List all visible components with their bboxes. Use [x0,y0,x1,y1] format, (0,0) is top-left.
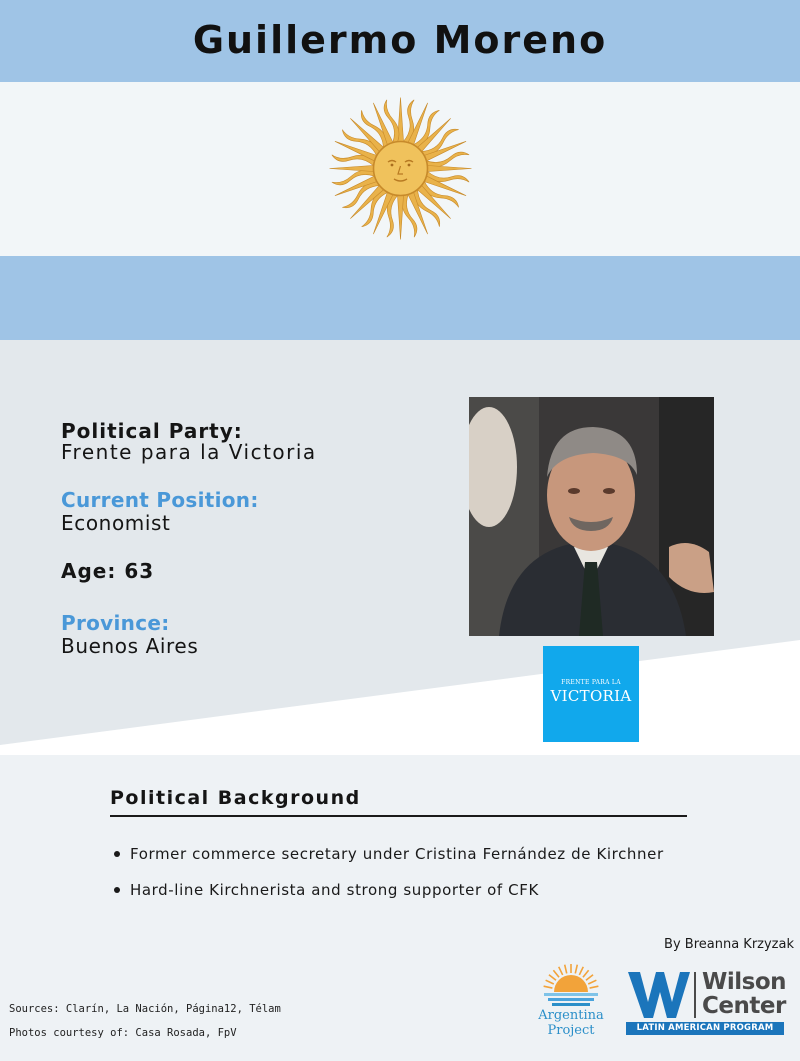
wilson-w-icon [626,970,692,1020]
background-divider [110,815,687,817]
background-item [111,881,751,899]
argentina-project-line1: Argentina [538,1008,604,1023]
author-byline: By Breanna Krzyzak [664,937,794,952]
wilson-program-bar: LATIN AMERICAN PROGRAM [626,1022,784,1035]
background-list [111,845,751,917]
position-label: Current Position: [61,488,259,512]
province-label: Province: [61,611,170,635]
page-title: Guillermo Moreno [192,18,608,62]
wilson-center-logo [626,969,787,1036]
party-label: Political Party: [61,419,243,443]
flag-band-bottom [0,256,800,340]
wilson-line1: Wilson [702,969,787,995]
background-heading: Political Background [110,787,361,809]
argentina-project-logo [532,962,610,1044]
position-value: Economist [61,511,171,535]
sources-text: Sources: Clarín, La Nación, Página12, Télam [9,1003,281,1015]
party-value: Frente para la Victoria [61,440,317,464]
background-item-text: Hard-line Kirchnerista and strong supporter of CFK [130,881,539,899]
portrait-photo [469,397,714,636]
background-item-text: Former commerce secretary under Cristina Fernández de Kirchner [130,845,664,863]
photo-credits-text: Photos courtesy of: Casa Rosada, FpV [9,1027,237,1039]
argentina-project-line2: Project [547,1023,595,1038]
age-label: Age: 63 [61,559,155,583]
wilson-divider [694,972,696,1018]
fpv-logo-line1: FRENTE PARA LA [561,679,621,686]
fpv-party-logo [543,646,639,742]
argentina-project-sun-icon [532,962,610,1008]
bullet-icon [114,851,120,857]
bullet-icon [114,887,120,893]
sun-of-may-icon [328,96,473,241]
background-item [111,845,751,863]
wilson-line2: Center [702,993,786,1019]
fpv-logo-line2: VICTORIA [550,687,632,705]
province-value: Buenos Aires [61,634,199,658]
